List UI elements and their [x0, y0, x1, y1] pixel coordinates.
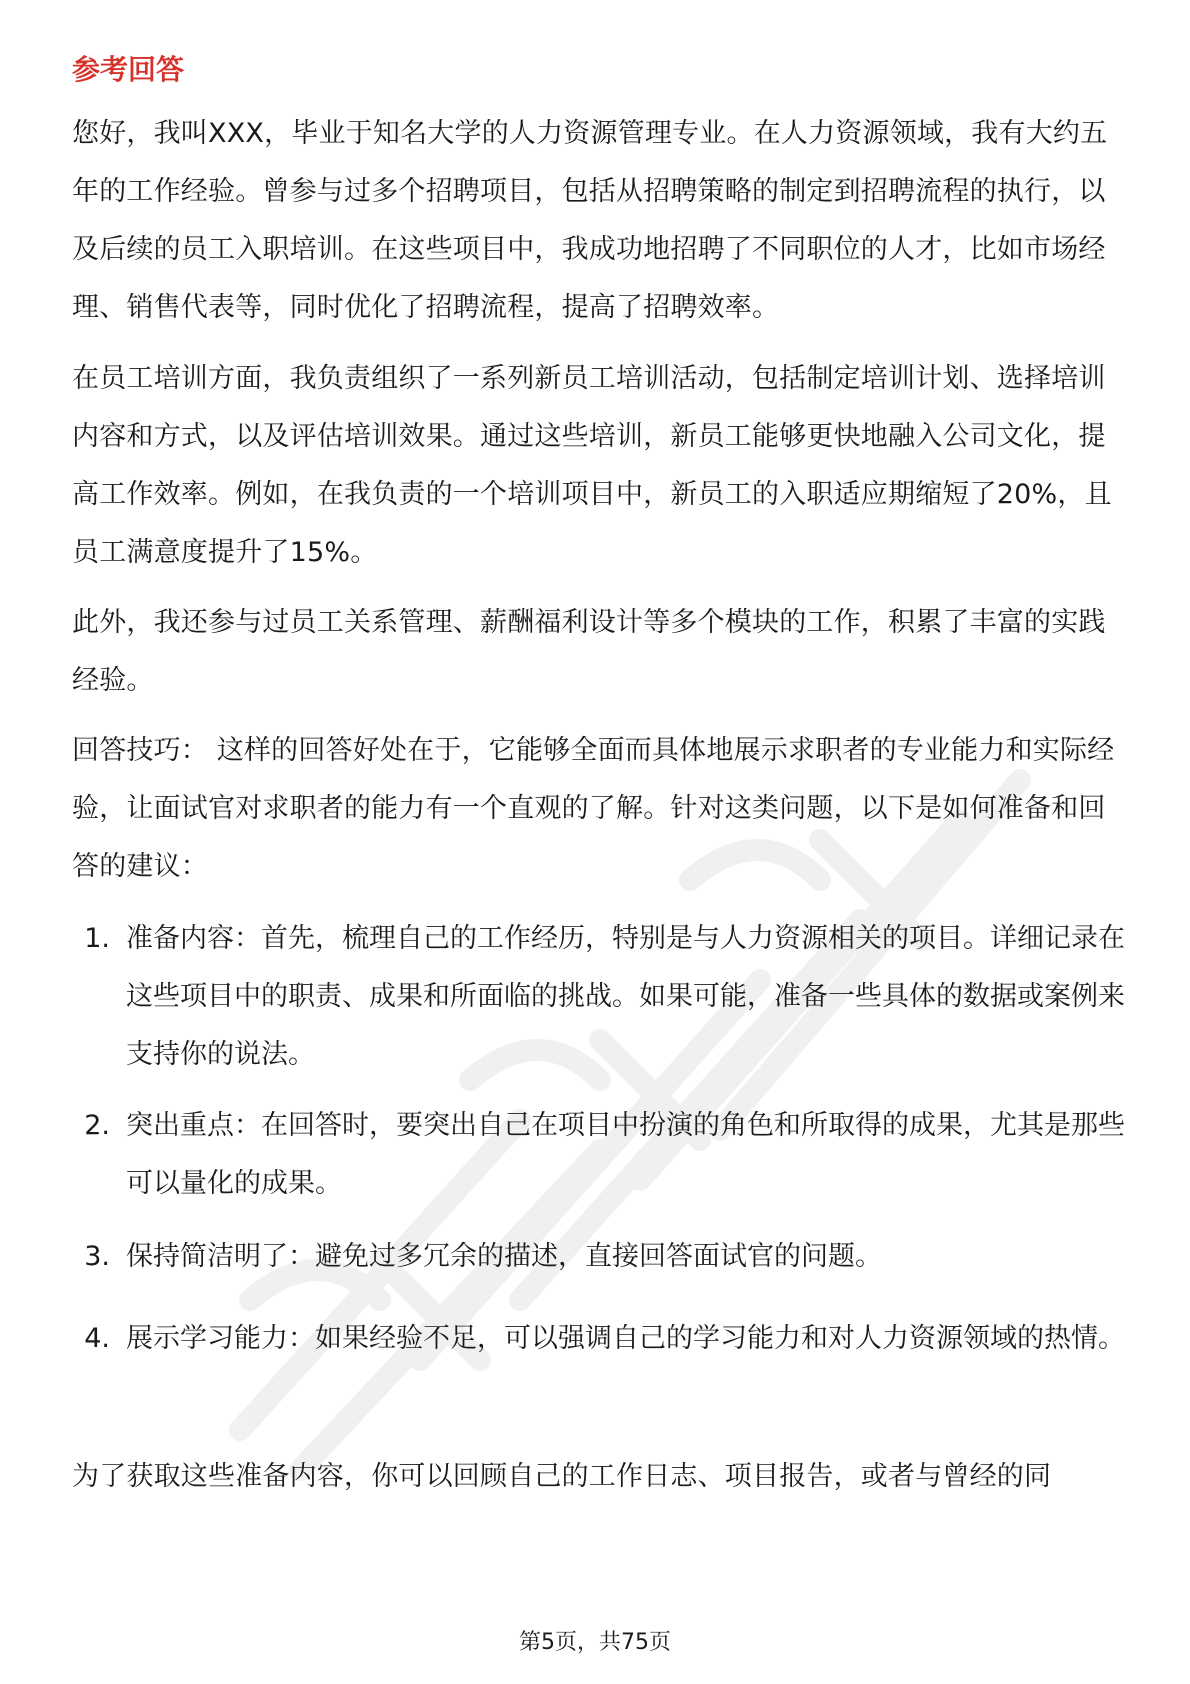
list-item [72, 1310, 1132, 1368]
answer-paragraph-2: 在员工培训方面，我负责组织了一系列新员工培训活动，包括制定培训计划、选择培训内容和方式，以及评估培训效果。通过这些培训，新员工能够更快地融入公司文化，提高工作效率。例如，在我负责的一个培训项目中，新员工的入职适应期缩短了20%，且员工满意度提升了15%。 [72, 363, 1112, 568]
list-number: 3. [84, 1241, 110, 1272]
page-number-footer: 第5页，共75页 [519, 1630, 671, 1655]
list-text: 突出重点：在回答时，要突出自己在项目中扮演的角色和所取得的成果，尤其是那些可以量化的成果。 [126, 1110, 1125, 1199]
list-item [72, 910, 1132, 1084]
tips-paragraph: 回答技巧： 这样的回答好处在于，它能够全面而具体地展示求职者的专业能力和实际经验，让面试官对求职者的能力有一个直观的了解。针对这类问题，以下是如何准备和回答的建议： [72, 735, 1115, 882]
answer-paragraph-1: 您好，我叫XXX，毕业于知名大学的人力资源管理专业。在人力资源领域，我有大约五年的工作经验。曾参与过多个招聘项目，包括从招聘策略的制定到招聘流程的执行，以及后续的员工入职培训。在这些项目中，我成功地招聘了不同职位的人才，比如市场经理、销售代表等，同时优化了招聘流程，提高了招聘效率。 [72, 118, 1108, 323]
list-number: 4. [84, 1323, 110, 1354]
section-heading: 参考回答 [72, 53, 185, 86]
list-text: 准备内容：首先，梳理自己的工作经历，特别是与人力资源相关的项目。详细记录在这些项目中的职责、成果和所面临的挑战。如果可能，准备一些具体的数据或案例来支持你的说法。 [126, 923, 1125, 1070]
list-number: 1. [84, 923, 110, 954]
list-item [72, 1228, 1132, 1286]
list-text: 展示学习能力：如果经验不足，可以强调自己的学习能力和对人力资源领域的热情。 [126, 1323, 1125, 1354]
list-item [72, 1097, 1132, 1213]
list-number: 2. [84, 1110, 110, 1141]
list-text: 保持简洁明了：避免过多冗余的描述，直接回答面试官的问题。 [126, 1241, 882, 1272]
closing-paragraph: 为了获取这些准备内容，你可以回顾自己的工作日志、项目报告，或者与曾经的同 [72, 1461, 1052, 1492]
answer-paragraph-3: 此外，我还参与过员工关系管理、薪酬福利设计等多个模块的工作，积累了丰富的实践经验。 [72, 607, 1106, 696]
